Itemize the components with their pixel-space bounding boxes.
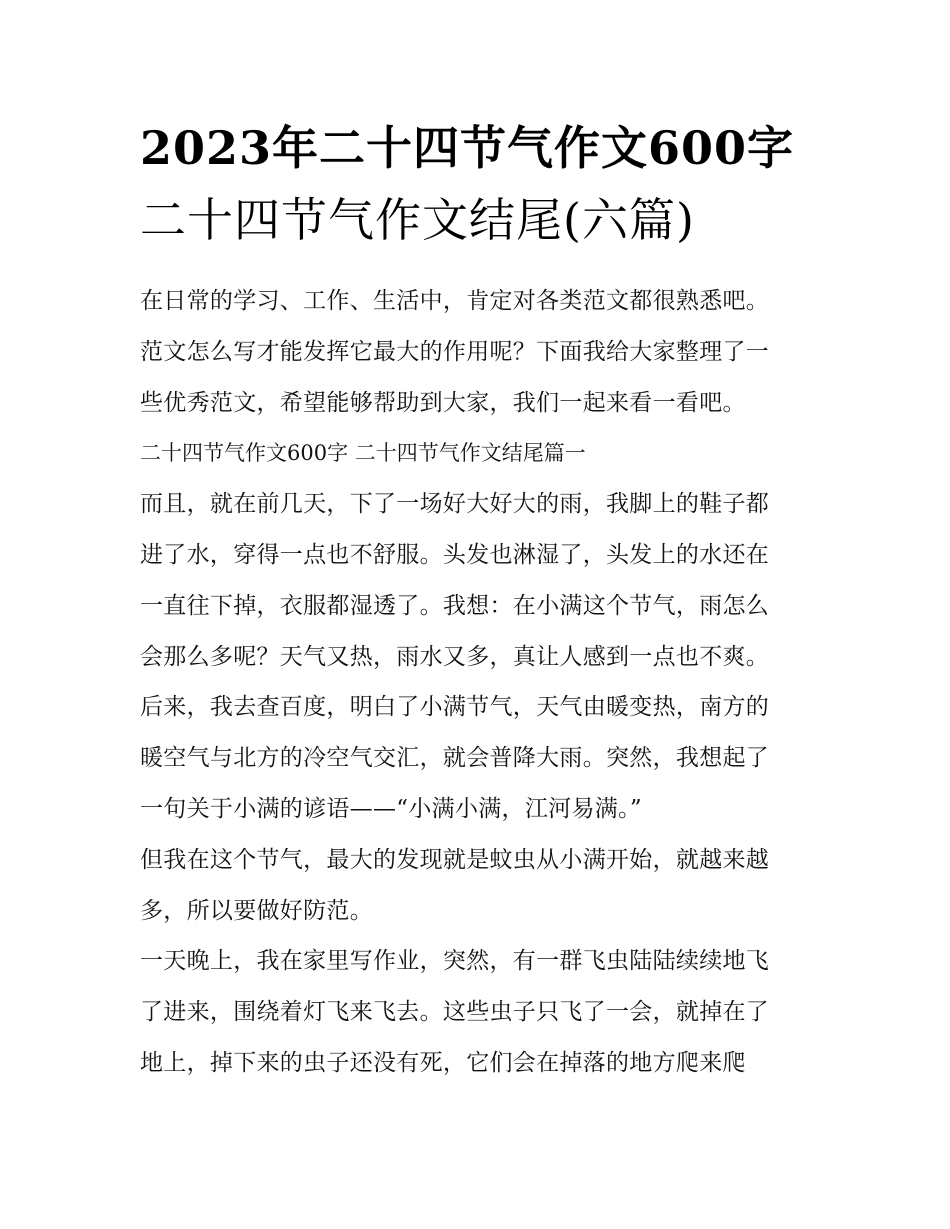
text-line: 多，所以要做好防范。 — [140, 897, 373, 924]
text-line: 一天晚上，我在家里写作业，突然，有一群飞虫陆陆续续地飞 — [140, 948, 770, 975]
text-line: 进了水，穿得一点也不舒服。头发也淋湿了，头发上的水还在 — [140, 541, 770, 568]
text-line: 暖空气与北方的冷空气交汇，就会普降大雨。突然，我想起了 — [140, 745, 770, 772]
text-line: 范文怎么写才能发挥它最大的作用呢？下面我给大家整理了一 — [140, 338, 770, 365]
text-line: 但我在这个节气，最大的发现就是蚊虫从小满开始，就越来越 — [140, 846, 770, 873]
text-line: 一句关于小满的谚语——“小满小满，江河易满。” — [140, 795, 642, 822]
text-line: 在日常的学习、工作、生活中，肯定对各类范文都很熟悉吧。 — [140, 288, 770, 314]
title-line-2: 二十四节气作文结尾(六篇) — [140, 193, 695, 247]
document-body — [140, 276, 820, 1089]
text-line: 一直往下掉，衣服都湿透了。我想：在小满这个节气，雨怎么 — [140, 592, 770, 619]
text-line: 后来，我去查百度，明白了小满节气，天气由暖变热，南方的 — [140, 694, 770, 721]
text-line: 地上，掉下来的虫子还没有死，它们会在掉落的地方爬来爬 — [140, 1049, 746, 1076]
text-line: 了进来，围绕着灯飞来飞去。这些虫子只飞了一会，就掉在了 — [140, 999, 770, 1026]
text-line: 会那么多呢？天气又热，雨水又多，真让人感到一点也不爽。 — [140, 643, 770, 670]
section-heading: 二十四节气作文600字 二十四节气作文结尾篇一 — [140, 441, 586, 466]
text-line: 而且，就在前几天，下了一场好大好大的雨，我脚上的鞋子都 — [140, 491, 770, 518]
document-title — [140, 112, 820, 256]
text-line: 些优秀范文，希望能够帮助到大家，我们一起来看一看吧。 — [140, 389, 746, 416]
title-line-1: 2023年二十四节气作文600字 — [140, 121, 795, 175]
